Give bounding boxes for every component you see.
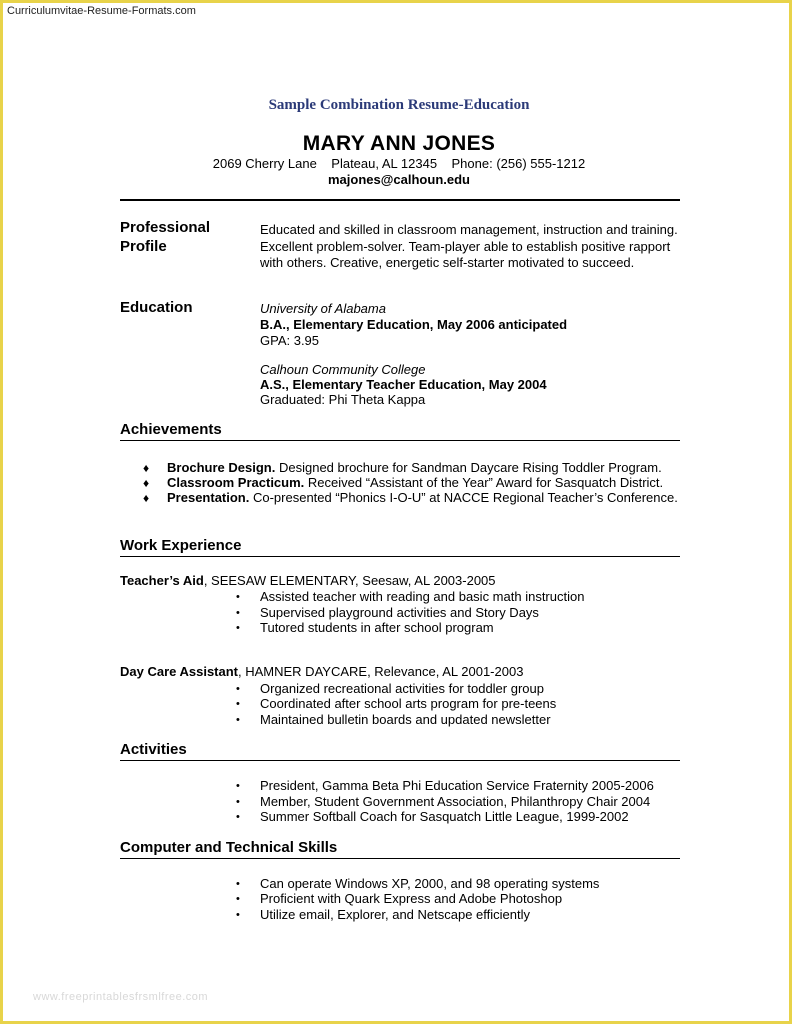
profile-line: Excellent problem-solver. Team-player able to establish positive rapport bbox=[260, 239, 671, 254]
bullet-icon: • bbox=[236, 622, 240, 634]
activities-divider bbox=[120, 760, 680, 761]
job-bullet: Organized recreational activities for toddler group bbox=[260, 681, 544, 696]
email-address: majones@calhoun.edu bbox=[328, 172, 470, 187]
profile-line: Educated and skilled in classroom management, instruction and training. bbox=[260, 222, 678, 237]
achievement-item bbox=[167, 490, 678, 506]
skills-title: Computer and Technical Skills bbox=[120, 839, 338, 856]
bullet-icon: • bbox=[236, 698, 240, 710]
education-degree: B.A., Elementary Education, May 2006 anticipated bbox=[260, 317, 568, 332]
activities-title: Activities bbox=[120, 741, 187, 758]
education-school: Calhoun Community College bbox=[260, 362, 426, 377]
achievement-label: Presentation. bbox=[167, 490, 250, 505]
education-degree: A.S., Elementary Teacher Education, May 2004 bbox=[260, 377, 547, 392]
job-role: Day Care Assistant bbox=[120, 664, 239, 679]
achievement-label: Classroom Practicum. bbox=[167, 475, 305, 490]
diamond-bullet-icon: ♦ bbox=[143, 476, 150, 490]
skill-item: Proficient with Quark Express and Adobe Photoshop bbox=[260, 891, 563, 906]
achievement-label: Brochure Design. bbox=[167, 460, 276, 475]
education-note: Graduated: Phi Theta Kappa bbox=[260, 392, 426, 407]
site-label: Curriculumvitae-Resume-Formats.com bbox=[7, 5, 196, 17]
bullet-icon: • bbox=[236, 780, 240, 792]
bullet-icon: • bbox=[236, 683, 240, 695]
job-bullet: Assisted teacher with reading and basic math instruction bbox=[260, 589, 585, 604]
profile-title-line2: Profile bbox=[120, 238, 167, 255]
candidate-name: MARY ANN JONES bbox=[302, 132, 496, 155]
bullet-icon: • bbox=[236, 591, 240, 603]
skill-item: Can operate Windows XP, 2000, and 98 operating systems bbox=[260, 876, 600, 891]
diamond-bullet-icon: ♦ bbox=[143, 491, 150, 505]
achievements-divider bbox=[120, 440, 680, 441]
profile-line: with others. Creative, energetic self-starter motivated to succeed. bbox=[260, 255, 635, 270]
achievement-text: Received “Assistant of the Year” Award for Sasquatch District. bbox=[304, 475, 664, 490]
diamond-bullet-icon: ♦ bbox=[143, 461, 150, 475]
bullet-icon: • bbox=[236, 607, 240, 619]
job-bullet: Supervised playground activities and Story Days bbox=[260, 605, 539, 620]
skill-item: Utilize email, Explorer, and Netscape efficiently bbox=[260, 907, 530, 922]
achievement-item bbox=[167, 475, 663, 491]
job-detail: , SEESAW ELEMENTARY, Seesaw, AL 2003-2005 bbox=[203, 573, 496, 588]
activity-item: Member, Student Government Association, Philanthropy Chair 2004 bbox=[260, 794, 651, 809]
bullet-icon: • bbox=[236, 714, 240, 726]
job-heading bbox=[120, 664, 523, 680]
activity-item: President, Gamma Beta Phi Education Service Fraternity 2005-2006 bbox=[260, 778, 654, 793]
contact-line: 2069 Cherry Lane Plateau, AL 12345 Phone: (256) 555-1212 bbox=[212, 156, 586, 171]
job-bullet: Tutored students in after school program bbox=[260, 620, 494, 635]
bullet-icon: • bbox=[236, 796, 240, 808]
activity-item: Summer Softball Coach for Sasquatch Little League, 1999-2002 bbox=[260, 809, 629, 824]
bullet-icon: • bbox=[236, 893, 240, 905]
work-divider bbox=[120, 556, 680, 557]
achievement-item bbox=[167, 460, 662, 476]
achievement-text: Designed brochure for Sandman Daycare Rising Toddler Program. bbox=[275, 460, 662, 475]
work-title: Work Experience bbox=[120, 537, 242, 554]
bullet-icon: • bbox=[236, 909, 240, 921]
job-bullet: Coordinated after school arts program for pre-teens bbox=[260, 696, 557, 711]
document-title: Sample Combination Resume-Education bbox=[268, 97, 530, 113]
job-bullet: Maintained bulletin boards and updated newsletter bbox=[260, 712, 551, 727]
profile-title-line1: Professional bbox=[120, 219, 211, 236]
watermark: www.freeprintablesfrsmlfree.com bbox=[33, 991, 209, 1003]
job-detail: , HAMNER DAYCARE, Relevance, AL 2001-2003 bbox=[238, 664, 524, 679]
header-divider bbox=[120, 199, 680, 201]
bullet-icon: • bbox=[236, 878, 240, 890]
job-heading bbox=[120, 573, 496, 589]
bullet-icon: • bbox=[236, 811, 240, 823]
achievements-title: Achievements bbox=[120, 421, 222, 438]
education-school: University of Alabama bbox=[260, 301, 386, 316]
achievement-text: Co-presented “Phonics I-O-U” at NACCE Regional Teacher’s Conference. bbox=[249, 490, 678, 505]
education-note: GPA: 3.95 bbox=[260, 333, 320, 348]
skills-divider bbox=[120, 858, 680, 859]
job-role: Teacher’s Aid bbox=[120, 573, 204, 588]
education-title: Education bbox=[120, 299, 193, 316]
